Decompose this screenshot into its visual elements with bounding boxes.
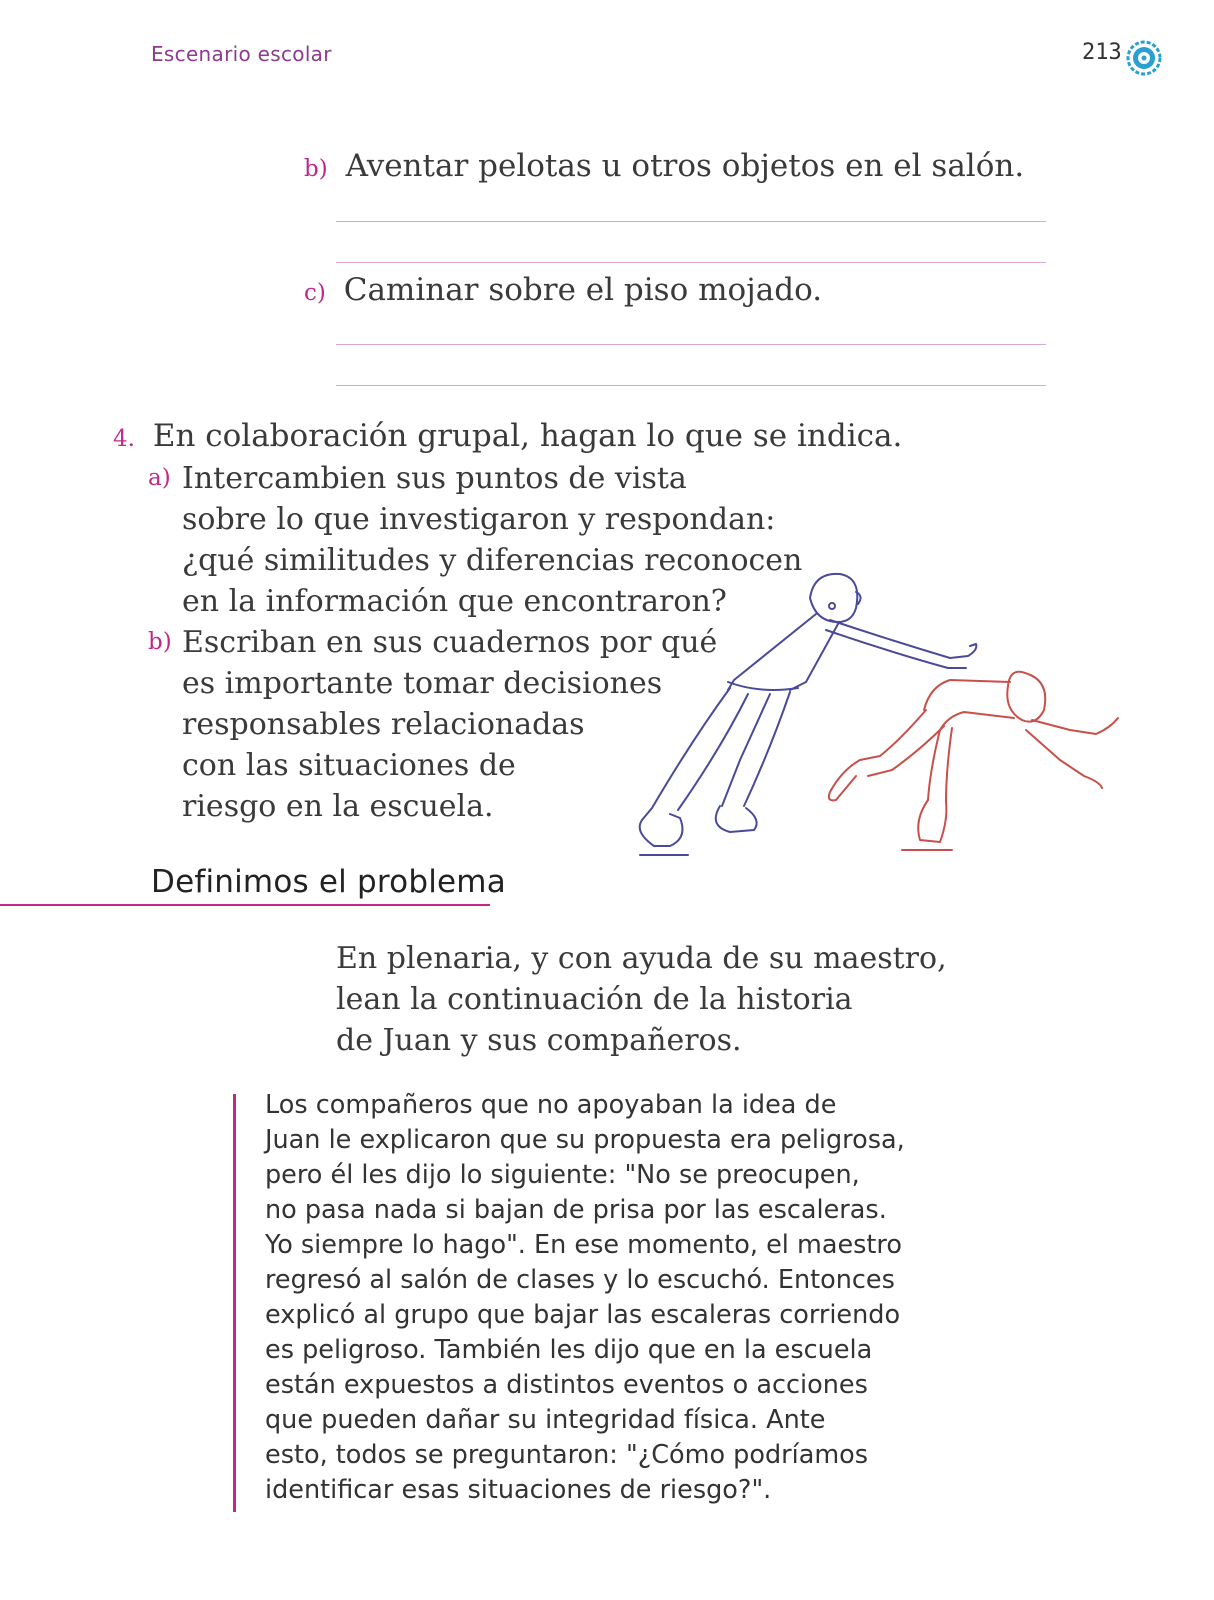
item-4b-line: con las situaciones de xyxy=(182,748,516,783)
page-number: 213 xyxy=(1082,40,1122,65)
story-line: que pueden dañar su integridad física. Ante xyxy=(265,1405,826,1435)
item-4b-line: responsables relacionadas xyxy=(182,707,585,742)
pushing-illustration xyxy=(630,570,1150,870)
story-line: regresó al salón de clases y lo escuchó. Entonces xyxy=(265,1265,895,1295)
story-accent-bar xyxy=(233,1094,236,1512)
story-line: explicó al grupo que bajar las escaleras corriendo xyxy=(265,1300,901,1330)
story-line: esto, todos se preguntaron: "¿Cómo podríamos xyxy=(265,1440,869,1470)
item-4a-line: en la información que encontraron? xyxy=(182,584,727,619)
item-4-heading xyxy=(113,416,902,460)
item-b xyxy=(304,146,1024,190)
item-4b-line: Escriban en sus cuadernos por qué xyxy=(182,625,718,660)
answer-line[interactable] xyxy=(336,262,1046,263)
item-4a-line: ¿qué similitudes y diferencias reconocen xyxy=(182,543,803,578)
item-4a-line: sobre lo que investigaron y respondan: xyxy=(182,502,776,537)
item-c-marker: c) xyxy=(304,280,326,306)
item-c xyxy=(304,270,822,314)
item-4a-marker: a) xyxy=(148,465,171,491)
plenary-paragraph xyxy=(336,938,947,1061)
item-4a-line: Intercambien sus puntos de vista xyxy=(182,461,687,496)
story-line: Los compañeros que no apoyaban la idea de xyxy=(265,1090,837,1120)
answer-line[interactable] xyxy=(336,221,1046,222)
story-line: identificar esas situaciones de riesgo?". xyxy=(265,1475,772,1505)
plenary-line: En plenaria, y con ayuda de su maestro, xyxy=(336,941,947,976)
story-line: es peligroso. También les dijo que en la escuela xyxy=(265,1335,873,1365)
section-divider xyxy=(0,904,490,906)
answer-line[interactable] xyxy=(336,385,1046,386)
story-line: no pasa nada si bajan de prisa por las escaleras. xyxy=(265,1195,887,1225)
item-4b-marker: b) xyxy=(148,629,172,655)
plenary-line: lean la continuación de la historia xyxy=(336,982,853,1017)
item-b-marker: b) xyxy=(304,156,328,182)
story-paragraph xyxy=(265,1088,965,1508)
item-4b-line: riesgo en la escuela. xyxy=(182,789,494,824)
item-4-title: En colaboración grupal, hagan lo que se indica. xyxy=(152,418,903,454)
header-title: Escenario escolar xyxy=(151,42,332,66)
item-b-text: Aventar pelotas u otros objetos en el salón. xyxy=(345,148,1025,184)
story-line: Juan le explicaron que su propuesta era peligrosa, xyxy=(265,1125,905,1155)
section-title: Definimos el problema xyxy=(151,864,506,900)
plenary-line: de Juan y sus compañeros. xyxy=(336,1023,742,1058)
falling-figure xyxy=(829,672,1118,850)
badge-icon xyxy=(1126,40,1162,76)
item-4b-line: es importante tomar decisiones xyxy=(182,666,663,701)
item-4-number: 4. xyxy=(113,426,135,452)
item-c-text: Caminar sobre el piso mojado. xyxy=(343,272,823,308)
story-line: pero él les dijo lo siguiente: "No se preocupen, xyxy=(265,1160,860,1190)
pusher-figure xyxy=(640,574,977,855)
story-line: están expuestos a distintos eventos o acciones xyxy=(265,1370,868,1400)
answer-line[interactable] xyxy=(336,344,1046,345)
story-line: Yo siempre lo hago". En ese momento, el maestro xyxy=(265,1230,902,1260)
